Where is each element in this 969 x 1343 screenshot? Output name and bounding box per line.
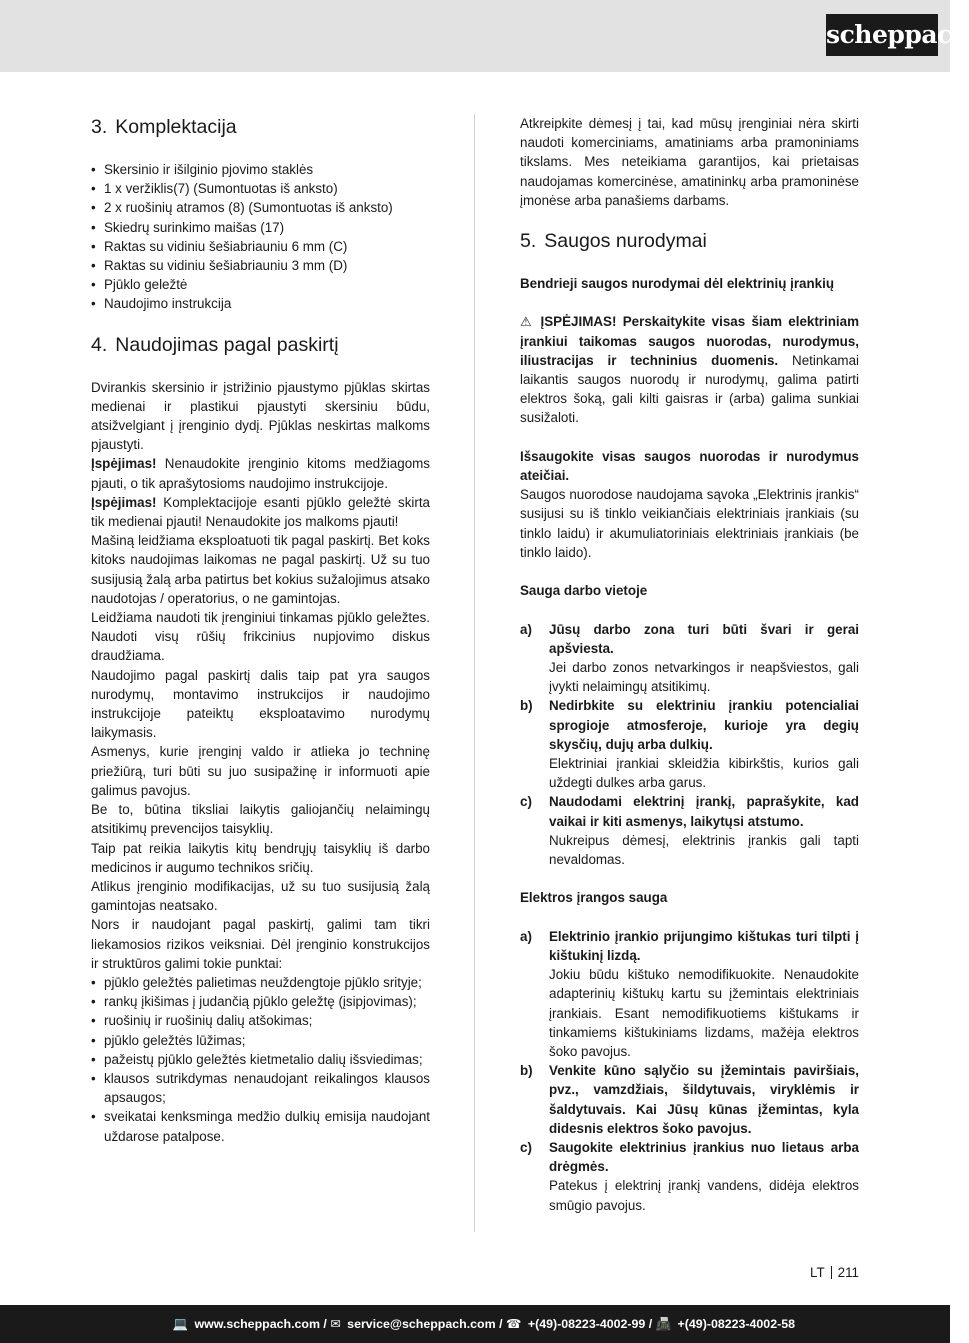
list-item: b) Nedirbkite su elektriniu įrankiu potencialiai sprogioje atmosferoje, kurioje yra degių skysčių, dujų arba dulkių. Elektriniai įrankiai skleidžia kibirkštis, kurios gali uždegti dulkes arba garus. xyxy=(520,698,859,791)
paragraph: Saugos nuorodose naudojama sąvoka „Elektrinis įrankis“ susijusi su iš tinklo veikiančiais elektriniais įrankiais (su tinklo laidu) ir akumuliatoriniais elektriniais įrankiais (be tinklo laido). xyxy=(520,487,859,560)
residual-risks-list xyxy=(91,973,430,1146)
section-3-heading: 3. Komplektacija xyxy=(91,116,237,138)
warning-icon: ⚠ xyxy=(520,314,535,330)
list-item: • rankų įkišimas į judančią pjūklo geležtę (įsipjovimas); xyxy=(91,992,430,1011)
section-4-heading: 4. Naudojimas pagal paskirtį xyxy=(91,333,339,356)
page-number: LT 211 xyxy=(810,1265,859,1280)
mail-icon: ✉ xyxy=(330,1317,341,1331)
paragraph: Be to, būtina tiksliai laikytis galiojančių nelaimingų atsitikimų prevencijos taisyklių. xyxy=(91,802,430,837)
subheading: Elektros įrangos sauga xyxy=(520,890,668,906)
list-item: • Skiedrų surinkimo maišas (17) xyxy=(91,218,430,237)
list-item: • pažeistų pjūklo geležtės kietmetalio dalių išsviedimas; xyxy=(91,1050,430,1069)
warning-paragraph: ⚠ ĮSPĖJIMAS! Perskaitykite visas šiam elektriniam įrankiui taikomas saugos nuorodas, nurodymus, iliustracijas ir techninius duomenis. Netinkamai laikantis saugos nuorodų ir nurodymų, galima patirti elektros šoką, gali kilti gaisras ir (arba) galima sunkiai susižaloti. xyxy=(520,314,860,426)
phone-icon: ☎ xyxy=(505,1317,522,1331)
paragraph: Naudojimo pagal paskirtį dalis taip pat yra saugos nurodymų, montavimo instrukcijos ir naudojimo instrukcijoje pateiktų eksploatavimo nurodymų laikymasis. xyxy=(91,667,430,741)
list-item: c) Saugokite elektrinius įrankius nuo lietaus arba drėgmės. Patekus į elektrinį įrankį vandens, didėja elektros smūgio pavojus. xyxy=(520,1140,859,1213)
subheading: Sauga darbo vietoje xyxy=(520,583,648,599)
list-item: • pjūklo geležtės lūžimas; xyxy=(91,1031,430,1050)
paragraph: Taip pat reikia laikytis kitų bendrųjų taisyklių iš darbo medicinos ir augumo technikos sričių. xyxy=(91,840,430,875)
fax-icon: 📠 xyxy=(655,1317,672,1331)
fax-number: +(49)-08223-4002-58 xyxy=(677,1317,795,1331)
brand-logo: scheppach xyxy=(826,14,938,56)
list-item: • Raktas su vidiniu šešiabriauniu 3 mm (D) xyxy=(91,256,430,275)
list-item: • 1 x veržiklis(7) (Sumontuotas iš anksto) xyxy=(91,179,430,198)
phone-number: +(49)-08223-4002-99 / xyxy=(527,1317,653,1331)
warning-paragraph: Įspėjimas! Nenaudokite įrenginio kitoms medžiagoms pjauti, o tik aprašytosioms naudojimo instrukcijoje. xyxy=(91,456,430,491)
list-item: • Naudojimo instrukcija xyxy=(91,294,430,313)
list-item: a) Jūsų darbo zona turi būti švari ir gerai apšviesta. Jei darbo zonos netvarkingos ir neapšviestos, gali įvykti nelaimingų atsitikimų. xyxy=(520,621,859,695)
right-column xyxy=(520,114,859,1215)
subheading: Bendrieji saugos nurodymai dėl elektrinių įrankių xyxy=(520,276,835,292)
list-item: • ruošinių ir ruošinių dalių atšokimas; xyxy=(91,1011,430,1030)
paragraph: Leidžiama naudoti tik įrenginiui tinkamas pjūklo geležtes. Naudoti visų rūšių frikcinius nupjovimo diskus draudžiama. xyxy=(91,610,430,664)
left-column xyxy=(91,114,430,1146)
list-item: • sveikatai kenksminga medžio dulkių emisija naudojant uždarose patalpose. xyxy=(91,1107,430,1145)
paragraph: Nors ir naudojant pagal paskirtį, galimi tam tikri liekamosios rizikos veiksniai. Dėl įrenginio konstrukcijos ir struktūros galimi tokie punktai: xyxy=(91,917,430,971)
list-item: • Pjūklo geležtė xyxy=(91,275,430,294)
computer-icon: 💻 xyxy=(172,1317,188,1331)
section-5-heading: 5. Saugos nurodymai xyxy=(520,230,707,253)
list-item: • Raktas su vidiniu šešiabriauniu 6 mm (C) xyxy=(91,237,430,256)
list-item: b) Venkite kūno sąlyčio su įžemintais paviršiais, pvz., vamzdžiais, šildytuvais, viryklėmis ir šaldytuvais. Kai Jūsų kūnas įžemintas, kyla didesnis elektros šoko pavojus. xyxy=(520,1063,859,1136)
header-bar xyxy=(0,0,969,72)
paragraph: Asmenys, kurie įrenginį valdo ir atlieka jo techninę priežiūrą, turi būti su juo susipažinę ir informuoti apie galimus pavojus. xyxy=(91,744,430,798)
list-item: • klausos sutrikdymas nenaudojant reikalingos klausos apsaugos; xyxy=(91,1069,430,1107)
paragraph: Dvirankis skersinio ir įstrižinio pjaustymo pjūklas skirtas medienai ir plastikui pjaustyti skersiniu būdu, atsižvelgiant į įrenginio dydį. Pjūklas neskirtas malkoms pjaustyti. xyxy=(91,379,430,453)
scope-of-delivery-list xyxy=(91,160,430,314)
footer-bar xyxy=(0,1305,950,1343)
list-item: • 2 x ruošinių atramos (8) (Sumontuotas iš anksto) xyxy=(91,198,430,217)
paragraph: Atkreipkite dėmesį į tai, kad mūsų įrenginiai nėra skirti naudoti komerciniams, amatiniams arba pramoniniams tikslams. Mes neteikiama garantijos, kai prietaisas naudojamas komercinėse, amatininkų arba pramoninėse įmonėse arba panašiems darbams. xyxy=(520,116,859,208)
list-item: a) Elektrinio įrankio prijungimo kištukas turi tilpti į kištukinį lizdą. Jokiu būdu kištuko nemodifikuokite. Nenaudokite adapterinių kištukų kartu su įžemintais elektriniais įrankiais. Esant nemodifikuotiems kištukams ir tinkamiems kištukiniams lizdams, mažėja elektros šoko pavojus. xyxy=(520,928,859,1060)
website-link[interactable]: www.scheppach.com / xyxy=(194,1317,327,1331)
paragraph: Atlikus įrenginio modifikacijas, už su tuo susijusią žalą gamintojas neatsako. xyxy=(91,878,430,914)
list-item: • pjūklo geležtės palietimas neuždengtoje pjūklo srityje; xyxy=(91,973,430,992)
warning-paragraph: Įspėjimas! Komplektacijoje esanti pjūklo geležtė skirta tik medienai pjauti! Nenaudokite jos malkoms pjauti! xyxy=(91,494,430,530)
list-item: c) Naudodami elektrinį įrankį, paprašykite, kad vaikai ir kiti asmenys, laikytųsi atstumo. Nukreipus dėmesį, elektrinis įrankis gali tapti nevaldomas. xyxy=(520,794,859,868)
list-item: • Skersinio ir išilginio pjovimo staklės xyxy=(91,160,430,179)
email-link[interactable]: service@scheppach.com / xyxy=(347,1317,503,1331)
subheading: Išsaugokite visas saugos nuorodas ir nurodymus ateičiai. xyxy=(520,448,859,484)
column-divider xyxy=(474,114,475,1232)
paragraph: Mašiną leidžiama eksploatuoti tik pagal paskirtį. Bet koks kitoks naudojimas laikomas ne pagal paskirtį. Už su tuo susijusią žalą arba patirtus bet kokius sužalojimus atsako naudotojas / operatorius, o ne gamintojas. xyxy=(91,533,430,606)
